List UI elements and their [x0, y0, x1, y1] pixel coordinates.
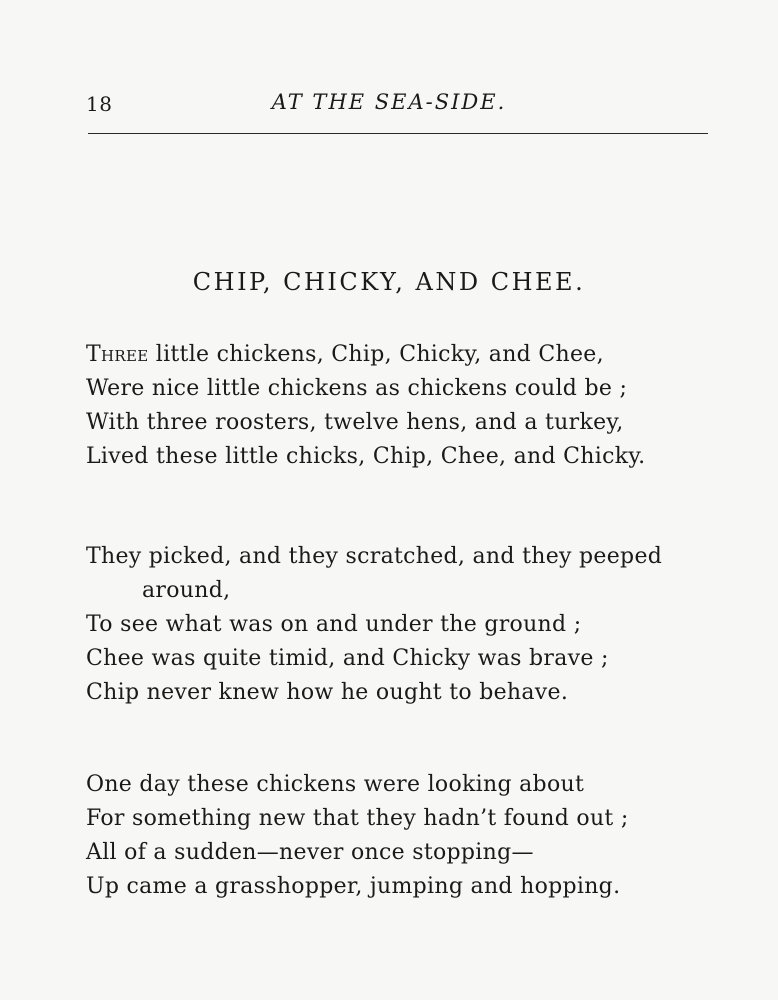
poem-line: Chip never knew how he ought to behave. [86, 680, 569, 705]
poem-line: One day these chickens were looking about [86, 772, 585, 797]
poem-line: Chee was quite timid, and Chicky was brave ; [86, 646, 609, 671]
poem-line-text: little chickens, Chip, Chicky, and Chee, [148, 342, 604, 367]
running-head: AT THE SEA-SIDE. [271, 90, 507, 114]
poem-title: CHIP, CHICKY, AND CHEE. [192, 268, 586, 296]
poem-line: All of a sudden—never once stopping— [86, 840, 534, 865]
header-rule [88, 133, 708, 134]
poem-line: Were nice little chickens as chickens could be ; [86, 376, 628, 401]
stanza-2 [86, 540, 726, 710]
poem-line: They picked, and they scratched, and they peeped [86, 544, 663, 569]
poem-line [86, 338, 726, 372]
stanza-3 [86, 768, 726, 904]
poem-line: Lived these little chicks, Chip, Chee, and Chicky. [86, 444, 646, 469]
stanza-1 [86, 338, 726, 474]
poem-line: Up came a grasshopper, jumping and hopping. [86, 874, 621, 899]
poem-line: To see what was on and under the ground ; [86, 612, 582, 637]
poem-line-continuation: around, [142, 578, 231, 603]
poem-line-lead: Three [86, 342, 149, 367]
poem-line: With three roosters, twelve hens, and a turkey, [86, 410, 624, 435]
page-number: 18 [86, 92, 113, 116]
poem-line: For something new that they hadn’t found out ; [86, 806, 629, 831]
